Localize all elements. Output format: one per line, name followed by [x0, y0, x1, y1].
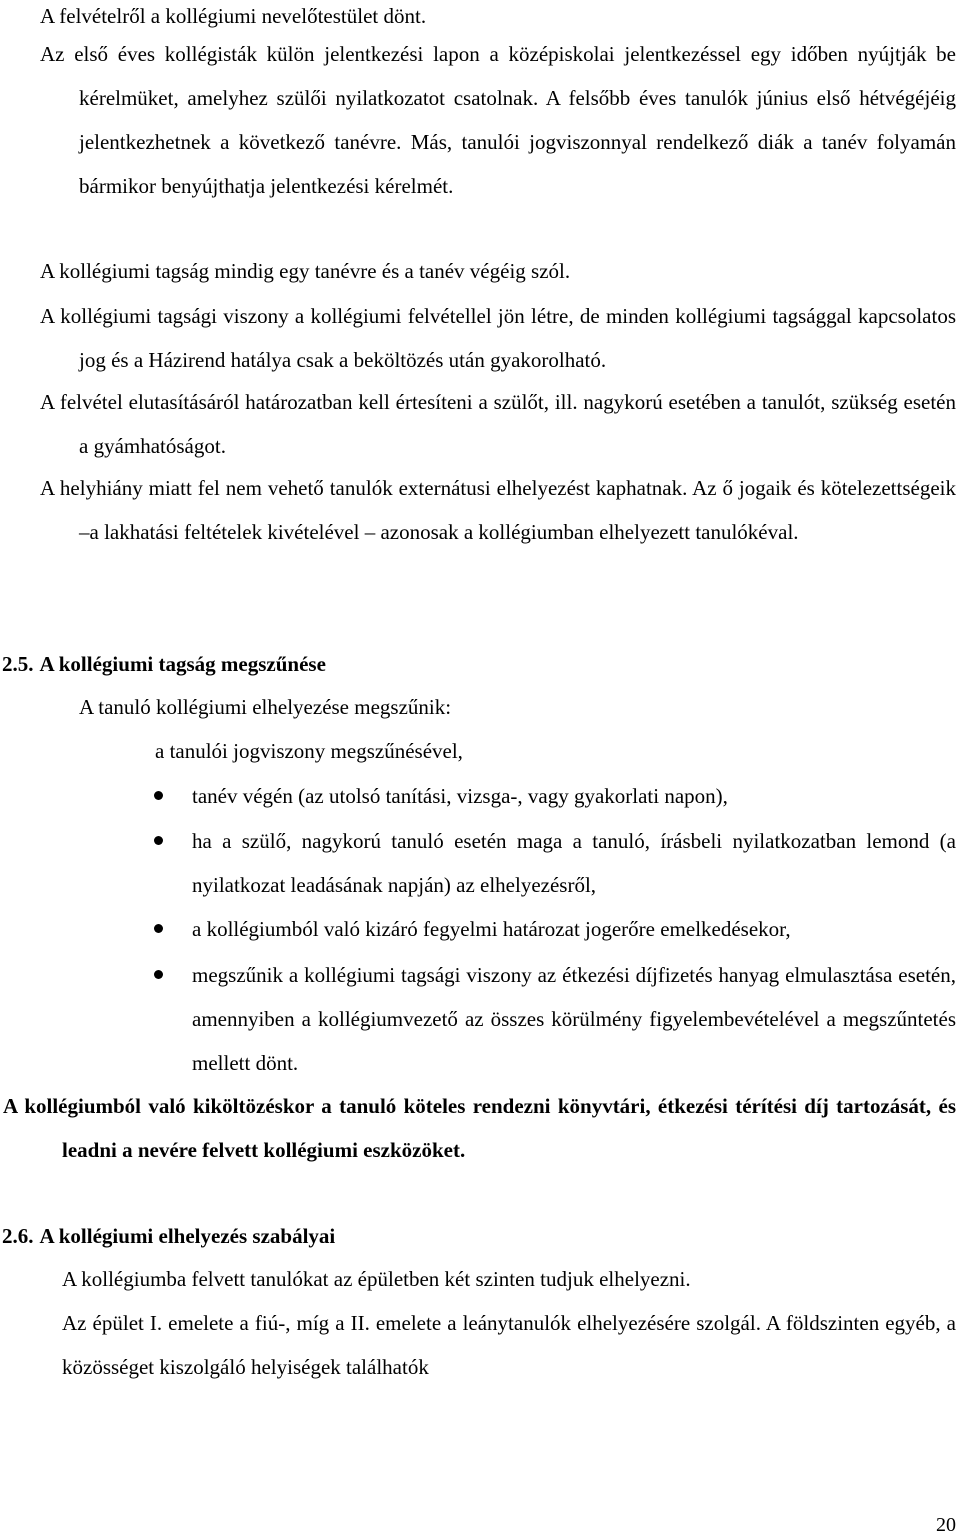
paragraph-membership-duration: A kollégiumi tagság mindig egy tanévre és a tanév végéig szól. — [40, 259, 571, 283]
bullet-icon — [154, 791, 163, 800]
termination-intro: A tanuló kollégiumi elhelyezése megszűnik: — [79, 695, 452, 719]
section-title: A kollégiumi elhelyezés szabályai — [39, 1224, 336, 1248]
paragraph-membership-relation: A kollégiumi tagsági viszony a kollégiumi felvétellel jön létre, de minden kollégiumi tagsággal kapcsolatos jog és a Házirend hatálya csak a beköltözés után gyakorolható. — [40, 304, 956, 372]
placement-rule-line-2: Az épület I. emelete a fiú-, míg a II. emelete a leánytanulók elhelyezésére szolgál. A földszinten egyéb, a közösséget kiszolgáló helyiségek találhatók — [62, 1311, 956, 1379]
paragraph-externat-placement: A helyhiány miatt fel nem vehető tanulók externátusi elhelyezést kaphatnak. Az ő jogaik és kötelezettségeik –a lakhatási feltételek kivételével – azonosak a kollégiumban elhelyezett tanulókéval. — [40, 476, 956, 544]
bullet-icon — [154, 970, 163, 979]
placement-rule-line-1: A kollégiumba felvett tanulókat az épületben két szinten tudjuk elhelyezni. — [62, 1267, 691, 1291]
section-heading-2-5 — [2, 642, 326, 686]
section-number: 2.6. — [2, 1224, 34, 1248]
paragraph-rejection-notice: A felvétel elutasításáról határozatban kell értesíteni a szülőt, ill. nagykorú esetében a tanulót, szükség esetén a gyámhatóságot. — [40, 390, 956, 458]
list-item-text: a kollégiumból való kizáró fegyelmi határozat jogerőre emelkedésekor, — [192, 917, 791, 941]
list-item-text: ha a szülő, nagykorú tanuló esetén maga a tanuló, írásbeli nyilatkozatban lemond (a nyilatkozat leadásának napján) az elhelyezésről, — [192, 829, 956, 897]
list-item — [192, 774, 956, 818]
section-heading-2-6 — [2, 1214, 335, 1258]
section-number: 2.5. — [2, 652, 34, 676]
list-item — [192, 819, 956, 907]
paragraph-admission-decision: A felvételről a kollégiumi nevelőtestület dönt. — [40, 4, 427, 28]
list-item — [192, 953, 956, 1085]
termination-first-item: a tanulói jogviszony megszűnésével, — [155, 739, 463, 763]
checkout-obligation-note: A kollégiumból való kiköltözéskor a tanuló köteles rendezni könyvtári, étkezési térítési díj tartozását, és leadni a nevére felvett kollégiumi eszközöket. — [3, 1094, 956, 1162]
bullet-icon — [154, 924, 163, 933]
list-item-text: tanév végén (az utolsó tanítási, vizsga-, vagy gyakorlati napon), — [192, 784, 728, 808]
paragraph-application-process: Az első éves kollégisták külön jelentkezési lapon a középiskolai jelentkezéssel egy időben nyújtják be kérelmüket, amelyhez szülői nyilatkozatot csatolnak. A felsőbb éves tanulók június első hétvégéjéig jelentkezhetnek a következő tanévre. Más, tanulói jogviszonnyal rendelkező diák a tanév folyamán bármikor benyújthatja jelentkezési kérelmét. — [40, 42, 956, 198]
list-item — [192, 907, 956, 951]
section-title: A kollégiumi tagság megszűnése — [39, 652, 326, 676]
bullet-icon — [154, 836, 163, 845]
list-item-text: megszűnik a kollégiumi tagsági viszony az étkezési díjfizetés hanyag elmulasztása esetén, amennyiben a kollégiumvezető az összes körülmény figyelembevételével a megszűntetés mellett dönt. — [192, 963, 956, 1075]
page-number: 20 — [936, 1514, 956, 1536]
